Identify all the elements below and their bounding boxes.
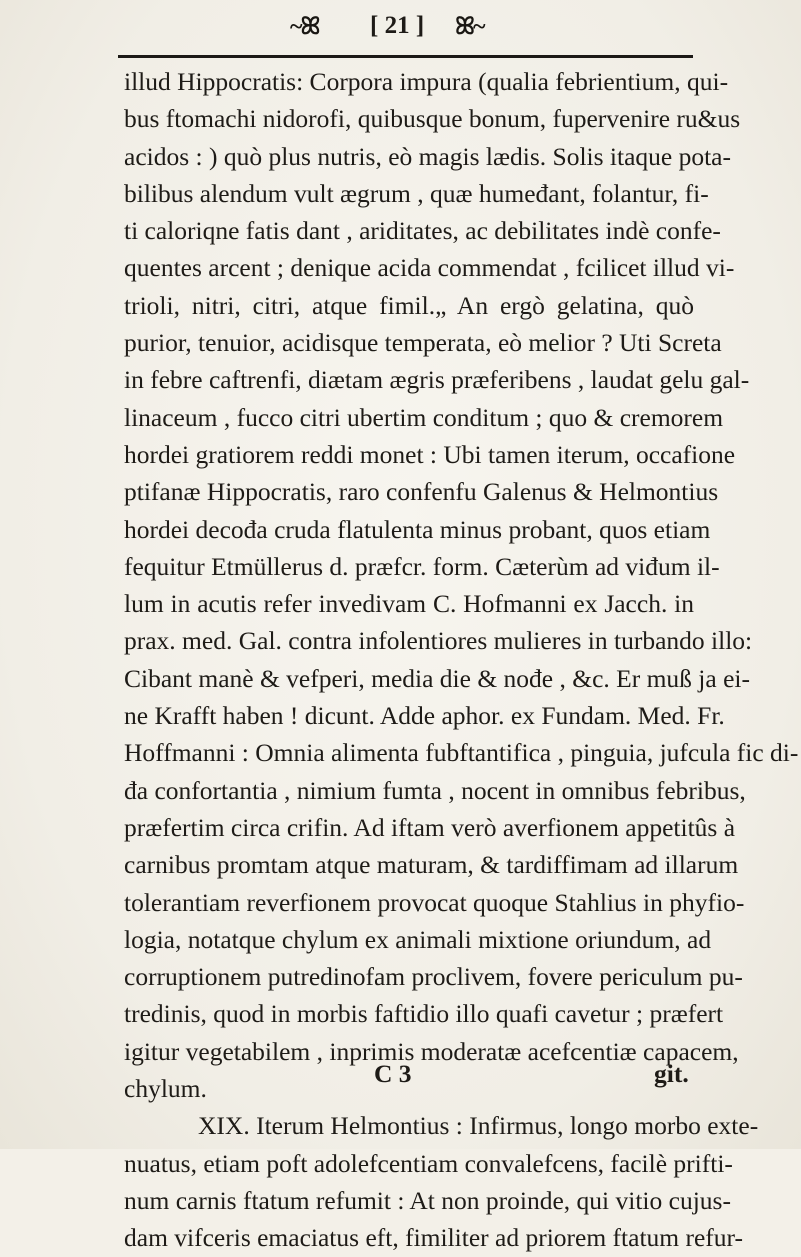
ornament-left-icon: ~ꕤ bbox=[290, 14, 319, 40]
text-line: purior, tenuior, acidisque temperata, eò melior ? Uti Screta bbox=[124, 328, 722, 358]
signature-mark: C 3 bbox=[374, 1059, 412, 1088]
text-line: bilibus alendum vult ægrum , quæ humeđant, folantur, fi- bbox=[124, 178, 709, 208]
page-number: [ 21 ] bbox=[370, 12, 425, 39]
page-header bbox=[0, 8, 801, 48]
text-line: num carnis ftatum refumit : At non proinde, qui vitio cujus- bbox=[124, 1185, 731, 1215]
text-line: in febre caftrenfi, diætam ægris præferibens , laudat gelu gal- bbox=[124, 365, 750, 395]
text-line: logia, notatque chylum ex animali mixtione oriundum, ad bbox=[124, 924, 712, 954]
text-line: hordei decođa cruda flatulenta minus probant, quos etiam bbox=[124, 514, 711, 544]
header-rule bbox=[118, 55, 693, 58]
text-line: tolerantiam reverfionem provocat quoque Stahlius in phyfio- bbox=[124, 887, 745, 917]
text-line: linaceum , fucco citri ubertim conditum ; quo & cremorem bbox=[124, 402, 724, 432]
text-line: ptifanæ Hippocratis, raro confenfu Galenus & Helmontius bbox=[124, 477, 719, 507]
text-line: ne Krafft haben ! dicunt. Adde aphor. ex Fundam. Med. Fr. bbox=[124, 701, 725, 731]
text-line: illud Hippocratis: Corpora impura (qualia febrientium, qui- bbox=[124, 67, 729, 96]
text-line: hordei gratiorem reddi monet : Ubi tamen iterum, occafione bbox=[124, 439, 736, 469]
text-line: dam vifceris emaciatus eft, fimiliter ad priorem ftatum refur- bbox=[124, 1223, 744, 1253]
section-heading-line: XIX. Iterum Helmontius : Infirmus, longo morbo exte- bbox=[198, 1111, 759, 1141]
text-line: præfertim circa crifin. Ad iftam verò averfionem appetitûs à bbox=[124, 812, 736, 842]
text-line: corruptionem putredinofam proclivem, fovere periculum pu- bbox=[124, 962, 743, 992]
text-line: chylum. bbox=[124, 1074, 207, 1104]
text-line: igitur vegetabilem , inprimis moderatæ acefcentiæ capacem, bbox=[124, 1036, 739, 1066]
text-line: quentes arcent ; denique acida commendat , fcilicet illud vi- bbox=[124, 253, 735, 283]
ornament-right-icon: ꕤ~ bbox=[455, 14, 484, 40]
text-line: prax. med. Gal. contra infolentiores mulieres in turbando illo: bbox=[124, 626, 753, 656]
text-line: Cibant manè & vefperi, media die & nođe , &c. Er muß ja ei- bbox=[124, 663, 750, 693]
text-line: nuatus, etiam poft adolefcentiam convalefcens, facilè prifti- bbox=[124, 1148, 733, 1178]
text-line: trioli, nitri, citri, atque fimil.„ An ergò gelatina, quò bbox=[124, 290, 694, 320]
text-line: Hoffmanni : Omnia alimenta fubftantifica , pinguia, jufcula fic di- bbox=[124, 738, 799, 768]
text-line: bus ftomachi nidorofi, quibusque bonum, fupervenire ru&us bbox=[124, 104, 741, 134]
text-line: acidos : ) quò plus nutris, eò magis lædis. Solis itaque pota- bbox=[124, 141, 731, 171]
page-footer bbox=[0, 1059, 801, 1099]
text-line: carnibus promtam atque maturam, & tardiffimam ad illarum bbox=[124, 850, 739, 880]
catchword: git. bbox=[654, 1059, 689, 1088]
text-line: fequitur Etmüllerus d. præfcr. form. Cæterùm ad viđum il- bbox=[124, 551, 720, 581]
text-line: đa confortantia , nimium fumta , nocent in omnibus febribus, bbox=[124, 775, 746, 805]
text-line: tredinis, quod in morbis faftidio illo quafi cavetur ; præfert bbox=[124, 999, 724, 1029]
text-line: lum in acutis refer invedivam C. Hofmanni ex Jacch. in bbox=[124, 589, 694, 619]
text-line: ti caloriqne fatis dant , ariditates, ac debilitates indè confe- bbox=[124, 216, 721, 246]
